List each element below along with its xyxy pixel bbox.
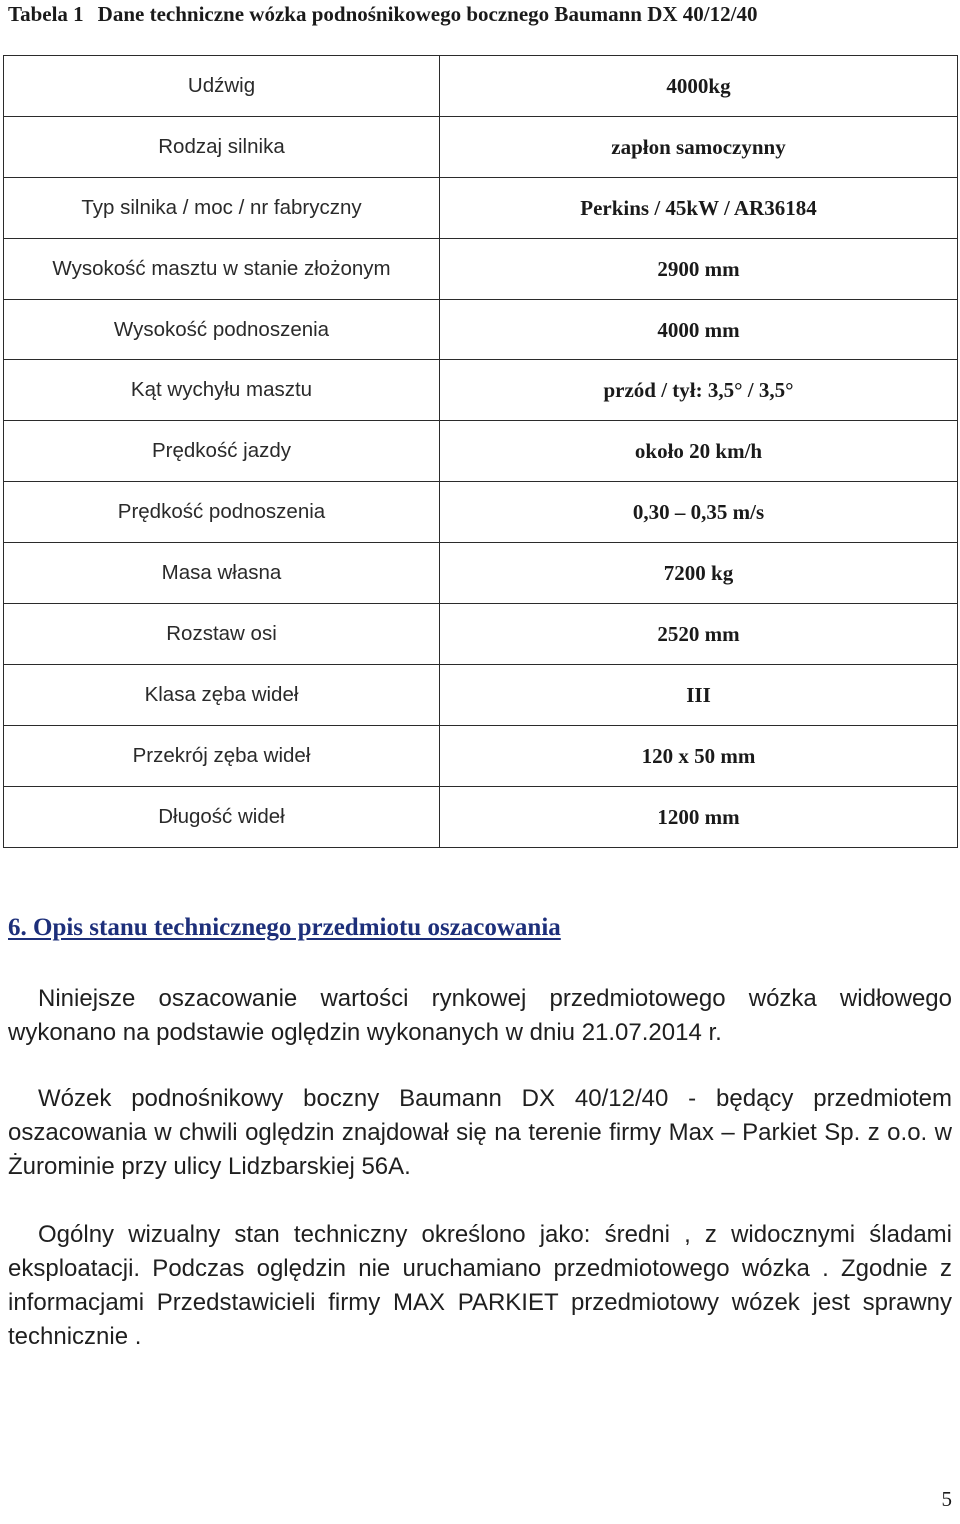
paragraph-inspection-date: Niniejsze oszacowanie wartości rynkowej przedmiotowego wózka widłowego wykonano na podstawie oględzin wykonanych w dniu 21.07.2014 r. xyxy=(8,985,952,1046)
table-row xyxy=(4,604,958,665)
table-row xyxy=(4,56,958,117)
spec-value: 4000 mm xyxy=(440,299,958,360)
spec-label: Klasa zęba wideł xyxy=(4,664,440,725)
spec-label: Kąt wychyłu masztu xyxy=(4,360,440,421)
page-number: 5 xyxy=(941,1487,952,1511)
spec-label: Długość wideł xyxy=(4,786,440,847)
table-row xyxy=(4,725,958,786)
spec-value: 120 x 50 mm xyxy=(440,725,958,786)
paragraph-location: Wózek podnośnikowy boczny Baumann DX 40/12/40 - będący przedmiotem oszacowania w chwili oględzin znajdował się na terenie firmy Max – Parkiet Sp. z o.o. w Żurominie przy ulicy Lidzbarskiej 56A. xyxy=(8,1085,952,1180)
table-row xyxy=(4,482,958,543)
table-row xyxy=(4,299,958,360)
table-row xyxy=(4,177,958,238)
table-row xyxy=(4,238,958,299)
spec-value: około 20 km/h xyxy=(440,421,958,482)
table-row xyxy=(4,116,958,177)
spec-value: 1200 mm xyxy=(440,786,958,847)
spec-value: Perkins / 45kW / AR36184 xyxy=(440,177,958,238)
table-row xyxy=(4,786,958,847)
table-caption xyxy=(8,0,757,28)
table-row xyxy=(4,543,958,604)
spec-value: III xyxy=(440,664,958,725)
spec-value: zapłon samoczynny xyxy=(440,116,958,177)
spec-label: Rozstaw osi xyxy=(4,604,440,665)
spec-label: Prędkość jazdy xyxy=(4,421,440,482)
table-row xyxy=(4,421,958,482)
paragraph-condition: Ogólny wizualny stan techniczny określono jako: średni , z widocznymi śladami eksploatacji. Podczas oględzin nie uruchamiano przedmiotowego wózka . Zgodnie z informacjami Przedstawicieli firmy MAX PARKIET przedmiotowy wózek jest sprawny technicznie . xyxy=(8,1221,952,1350)
spec-value: 4000kg xyxy=(440,56,958,117)
spec-value: 0,30 – 0,35 m/s xyxy=(440,482,958,543)
spec-label: Wysokość podnoszenia xyxy=(4,299,440,360)
spec-label: Typ silnika / moc / nr fabryczny xyxy=(4,177,440,238)
spec-value: 2520 mm xyxy=(440,604,958,665)
spec-label: Prędkość podnoszenia xyxy=(4,482,440,543)
spec-value: przód / tył: 3,5° / 3,5° xyxy=(440,360,958,421)
spec-label: Przekrój zęba wideł xyxy=(4,725,440,786)
table-row xyxy=(4,664,958,725)
table-row xyxy=(4,360,958,421)
spec-label: Masa własna xyxy=(4,543,440,604)
spec-label: Rodzaj silnika xyxy=(4,116,440,177)
spec-value: 7200 kg xyxy=(440,543,958,604)
spec-value: 2900 mm xyxy=(440,238,958,299)
table-number: Tabela 1 xyxy=(8,2,84,26)
specs-table xyxy=(3,55,958,848)
spec-label: Udźwig xyxy=(4,56,440,117)
spec-label: Wysokość masztu w stanie złożonym xyxy=(4,238,440,299)
table-title: Dane techniczne wózka podnośnikowego bocznego Baumann DX 40/12/40 xyxy=(97,2,758,26)
section-heading: 6. Opis stanu technicznego przedmiotu oszacowania xyxy=(8,914,561,941)
